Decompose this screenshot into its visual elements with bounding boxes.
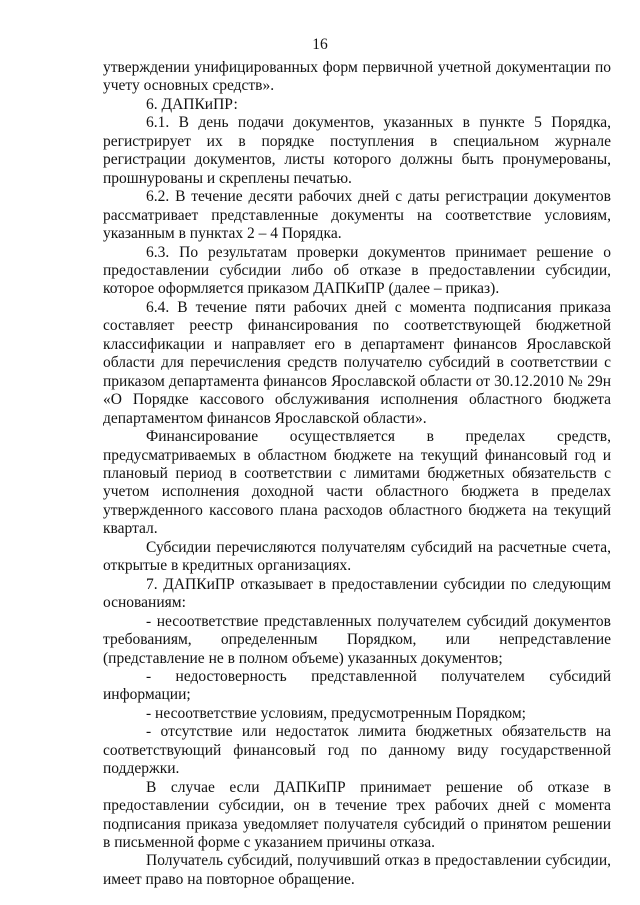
page-number: 16 xyxy=(312,36,328,53)
paragraph-item-7: 7. ДАПКиПР отказывает в предоставлении субсидии по следующим основаниям: xyxy=(103,575,611,612)
paragraph-item-6-1: 6.1. В день подачи документов, указанных в пункте 5 Порядка, регистрирует их в порядке поступления в специальном журнале регистрации документов, листы которого должны быть пронумерованы, прошнурованы и скреплены печатью. xyxy=(103,114,611,187)
paragraph-item-6-4: 6.4. В течение пяти рабочих дней с момента подписания приказа составляет реестр финансирования по соответствующей бюджетной классификации и направляет его в департамент финансов Ярославской области для перечисления средств получателю субсидий в соответствии с приказом департамента финансов Ярославской области от 30.12.2010 № 29н «О Порядке кассового обслуживания исполнения областного бюджета департаментом финансов Ярославской области». xyxy=(103,298,611,427)
paragraph-refusal-notice: В случае если ДАПКиПР принимает решение об отказе в предоставлении субсидии, он в течение трех рабочих дней с момента подписания приказа уведомляет получателя субсидий о принятом решении в письменной форме с указанием причины отказа. xyxy=(103,778,611,852)
paragraph-item-6-2: 6.2. В течение десяти рабочих дней с даты регистрации документов рассматривает представленные документы на соответствие условиям, указанным в пунктах 2 – 4 Порядка. xyxy=(103,188,611,243)
paragraph-item-6-3: 6.3. По результатам проверки документов принимает решение о предоставлении субсидии либо об отказе в предоставлении субсидии, которое оформляется приказом ДАПКиПР (далее – приказ). xyxy=(103,243,611,298)
list-item-refusal-reason-4: - отсутствие или недостаток лимита бюджетных обязательств на соответствующий финансовый год по данному виду государственной поддержки. xyxy=(103,723,611,778)
paragraph-subsidy-transfer: Субсидии перечисляются получателям субсидий на расчетные счета, открытые в кредитных организациях. xyxy=(103,538,611,575)
paragraph-continuation: утверждении унифицированных форм первичной учетной документации по учету основных средств». xyxy=(103,59,611,95)
paragraph-reapplication: Получатель субсидий, получивший отказ в предоставлении субсидии, имеет право на повторное обращение. xyxy=(103,852,611,888)
list-item-refusal-reason-3: - несоответствие условиям, предусмотренным Порядком; xyxy=(146,704,526,722)
paragraph-item-6-heading: 6. ДАПКиПР: xyxy=(146,95,238,113)
document-body xyxy=(103,59,611,889)
list-item-refusal-reason-1: - несоответствие представленных получателем субсидий документов требованиям, определенным Порядком, или непредставление (представление не в полном объеме) указанных документов; xyxy=(103,612,611,667)
paragraph-financing: Финансирование осуществляется в пределах средств, предусматриваемых в областном бюджете на текущий финансовый год и плановый период в соответствии с лимитами бюджетных обязательств с учетом исполнения доходной части областного бюджета в пределах утвержденного кассового плана расходов областного бюджета на текущий квартал. xyxy=(103,428,611,538)
list-item-refusal-reason-2: - недостоверность представленной получателем субсидий информации; xyxy=(103,667,611,704)
